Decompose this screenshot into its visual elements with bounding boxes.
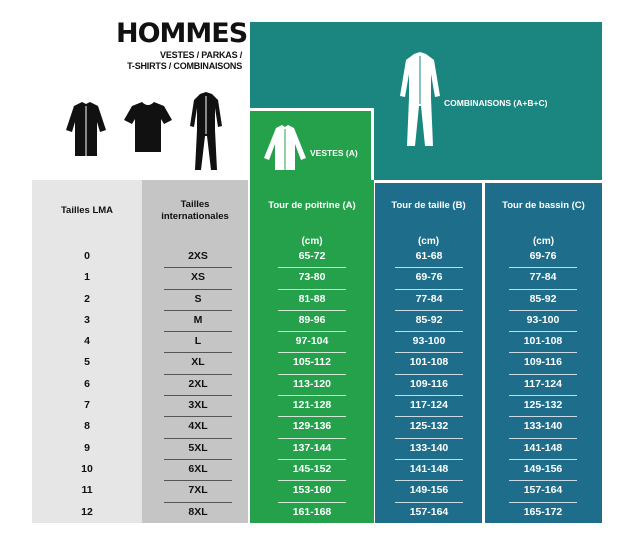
cell-taille-lma: 4 xyxy=(84,335,90,348)
cell-tour-de-taille: 93-100 xyxy=(395,332,463,353)
table-row xyxy=(0,503,628,524)
cell-tour-de-taille: 141-148 xyxy=(395,460,463,481)
table-row xyxy=(0,268,628,289)
cell-tour-de-taille: 61-68 xyxy=(395,247,463,268)
cell-tour-de-bassin: 77-84 xyxy=(509,268,577,289)
cell-tour-de-taille: 101-108 xyxy=(395,353,463,374)
cell-tour-de-poitrine: 137-144 xyxy=(278,439,346,460)
cell-tour-de-bassin: 165-172 xyxy=(523,505,563,518)
cell-tour-de-poitrine: 65-72 xyxy=(278,247,346,268)
cell-tour-de-bassin: 117-124 xyxy=(509,375,577,396)
cell-tour-de-taille: 69-76 xyxy=(395,268,463,289)
header-tailles-lma: Tailles LMA xyxy=(60,205,114,216)
cell-tour-de-poitrine: 81-88 xyxy=(278,290,346,311)
header-tour-de-poitrine: Tour de poitrine (A) xyxy=(268,200,356,211)
table-row xyxy=(0,353,628,374)
cell-tour-de-bassin: 149-156 xyxy=(509,460,577,481)
cell-taille-internationale: 8XL xyxy=(188,505,208,518)
cell-tour-de-taille: 109-116 xyxy=(395,375,463,396)
cell-tour-de-taille: 149-156 xyxy=(395,481,463,502)
cell-tour-de-poitrine: 121-128 xyxy=(278,396,346,417)
coverall-icon xyxy=(190,92,222,170)
cell-tour-de-bassin: 109-116 xyxy=(509,353,577,374)
subtitle-line-1: VESTES / PARKAS / xyxy=(160,50,242,60)
cell-tour-de-poitrine: 113-120 xyxy=(278,375,346,396)
cell-tour-de-taille: 85-92 xyxy=(395,311,463,332)
combinaisons-label: COMBINAISONS (A+B+C) xyxy=(444,98,548,108)
cell-tour-de-bassin: 141-148 xyxy=(509,439,577,460)
tshirt-icon xyxy=(124,102,172,152)
table-row xyxy=(0,290,628,311)
cell-tour-de-poitrine: 153-160 xyxy=(278,481,346,502)
subtitle-line-2: T-SHIRTS / COMBINAISONS xyxy=(127,61,242,71)
table-row xyxy=(0,481,628,502)
cell-taille-internationale: XL xyxy=(164,353,232,374)
cell-tour-de-taille: 157-164 xyxy=(409,505,449,518)
page-title: HOMMES xyxy=(116,18,248,49)
unit-bassin: (cm) xyxy=(532,236,555,247)
table-row xyxy=(0,460,628,481)
header-tailles-internationales xyxy=(142,199,248,223)
cell-tour-de-bassin: 101-108 xyxy=(509,332,577,353)
cell-tour-de-poitrine: 97-104 xyxy=(278,332,346,353)
cell-taille-lma: 9 xyxy=(84,441,90,454)
cell-taille-lma: 8 xyxy=(84,420,90,433)
table-row xyxy=(0,247,628,268)
cell-taille-lma: 7 xyxy=(84,399,90,412)
garment-icons xyxy=(60,92,230,172)
table-row xyxy=(0,417,628,438)
header-int-line-2: internationales xyxy=(161,211,229,222)
cell-tour-de-bassin: 133-140 xyxy=(509,417,577,438)
cell-tour-de-poitrine: 105-112 xyxy=(278,353,346,374)
cell-tour-de-bassin: 157-164 xyxy=(509,481,577,502)
cell-taille-lma: 3 xyxy=(84,313,90,326)
unit-taille: (cm) xyxy=(417,236,440,247)
vestes-label: VESTES (A) xyxy=(310,148,358,158)
cell-taille-lma: 2 xyxy=(84,292,90,305)
coverall-white-icon xyxy=(398,52,442,148)
cell-taille-lma: 0 xyxy=(84,250,90,262)
cell-tour-de-bassin: 69-76 xyxy=(509,247,577,268)
size-table-body xyxy=(0,247,628,524)
jacket-icon xyxy=(66,102,106,156)
table-row xyxy=(0,332,628,353)
table-row xyxy=(0,439,628,460)
cell-tour-de-poitrine: 73-80 xyxy=(278,268,346,289)
cell-tour-de-bassin: 125-132 xyxy=(509,396,577,417)
cell-taille-internationale: 6XL xyxy=(164,460,232,481)
cell-taille-internationale: S xyxy=(164,290,232,311)
cell-taille-lma: 1 xyxy=(84,271,90,284)
cell-tour-de-taille: 125-132 xyxy=(395,417,463,438)
page-subtitle xyxy=(70,50,242,72)
header-tour-de-taille: Tour de taille (B) xyxy=(391,200,466,211)
cell-taille-internationale: 2XL xyxy=(164,375,232,396)
table-row xyxy=(0,311,628,332)
cell-tour-de-taille: 77-84 xyxy=(395,290,463,311)
cell-tour-de-poitrine: 161-168 xyxy=(292,505,332,518)
cell-taille-lma: 10 xyxy=(81,462,93,475)
header-int-line-1: Tailles xyxy=(180,199,210,210)
cell-taille-lma: 6 xyxy=(84,377,90,390)
cell-taille-internationale: XS xyxy=(164,268,232,289)
header-tour-de-bassin: Tour de bassin (C) xyxy=(502,200,585,211)
table-row xyxy=(0,375,628,396)
cell-taille-internationale: M xyxy=(164,311,232,332)
table-row xyxy=(0,396,628,417)
cell-tour-de-taille: 117-124 xyxy=(395,396,463,417)
cell-taille-internationale: 7XL xyxy=(164,481,232,502)
cell-tour-de-poitrine: 145-152 xyxy=(278,460,346,481)
cell-tour-de-poitrine: 89-96 xyxy=(278,311,346,332)
cell-tour-de-taille: 133-140 xyxy=(395,439,463,460)
cell-tour-de-bassin: 93-100 xyxy=(509,311,577,332)
cell-taille-lma: 12 xyxy=(81,505,93,518)
cell-taille-lma: 5 xyxy=(84,356,90,369)
cell-taille-internationale: L xyxy=(164,332,232,353)
cell-tour-de-bassin: 85-92 xyxy=(509,290,577,311)
cell-tour-de-poitrine: 129-136 xyxy=(278,417,346,438)
unit-poitrine: (cm) xyxy=(301,236,323,247)
cell-taille-internationale: 5XL xyxy=(164,439,232,460)
cell-taille-lma: 11 xyxy=(81,484,93,497)
jacket-white-icon xyxy=(262,124,308,172)
cell-taille-internationale: 3XL xyxy=(164,396,232,417)
cell-taille-internationale: 4XL xyxy=(164,417,232,438)
cell-taille-internationale: 2XS xyxy=(164,247,232,268)
